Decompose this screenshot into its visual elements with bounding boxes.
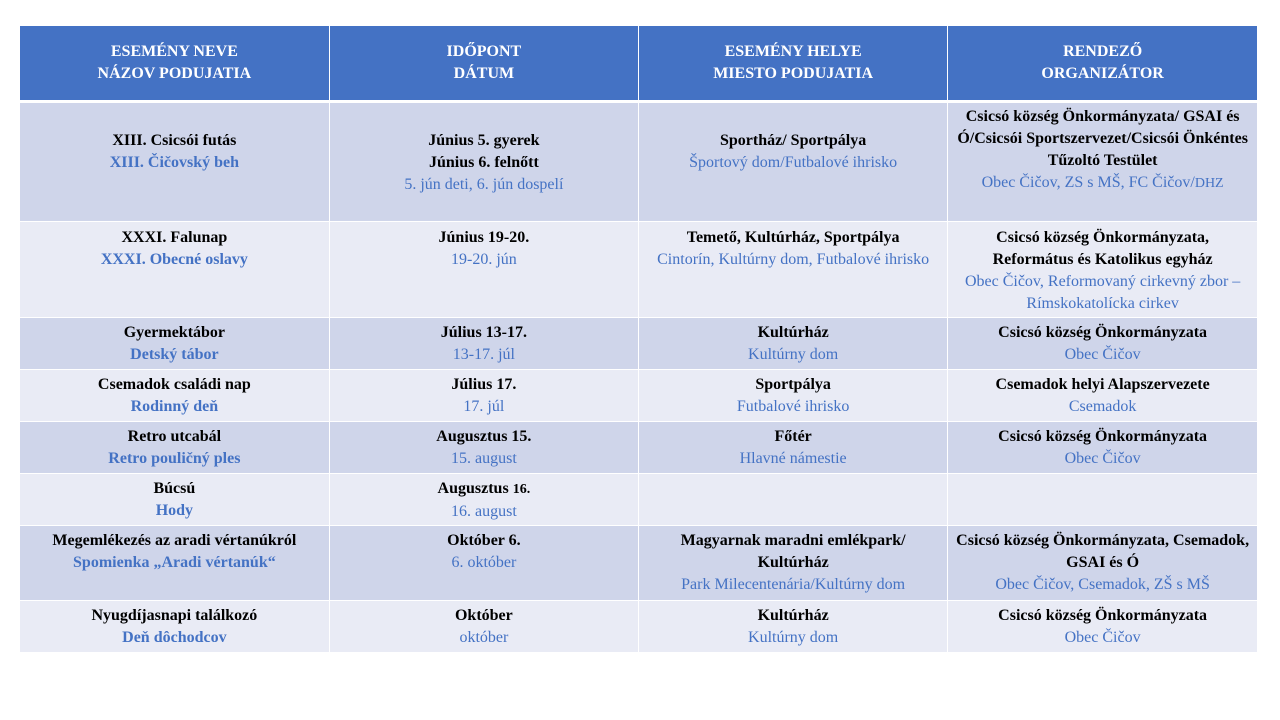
event-place-sk: Futbalové ihrisko xyxy=(736,398,850,415)
table-row xyxy=(20,601,1257,653)
event-name-cell xyxy=(20,370,329,422)
table-row xyxy=(20,526,1257,601)
event-organizer-sk: Csemadok xyxy=(1068,398,1137,415)
event-place-hu: Főtér xyxy=(774,428,812,445)
event-name-hu: Gyermektábor xyxy=(123,324,226,341)
event-organizer-cell xyxy=(948,474,1257,526)
event-name-cell xyxy=(20,474,329,526)
events-table xyxy=(20,26,1257,653)
event-date-sk: 15. august xyxy=(450,450,517,467)
header-hu: ESEMÉNY NEVE xyxy=(110,43,238,60)
event-date-cell xyxy=(329,318,638,370)
event-name-sk: XXXI. Obecné oslavy xyxy=(100,251,248,268)
event-name-cell xyxy=(20,318,329,370)
table-row xyxy=(20,222,1257,318)
event-organizer-hu: Csicsó község Önkormányzata xyxy=(998,428,1208,445)
event-place-sk: Hlavné námestie xyxy=(739,450,847,467)
event-date-sk: 13-17. júl xyxy=(452,346,515,363)
event-organizer-hu: Csicsó község Önkormányzata xyxy=(998,324,1208,341)
event-date-sk: október xyxy=(459,629,509,646)
event-organizer-sk: Obec Čičov xyxy=(1064,346,1141,363)
event-name-cell xyxy=(20,222,329,318)
event-name-sk: Deň dôchodcov xyxy=(122,629,227,646)
header-row xyxy=(20,26,1257,102)
event-organizer-sk: Obec Čičov xyxy=(1064,450,1141,467)
event-date-hu: Június 19-20. xyxy=(438,229,530,246)
event-date-cell xyxy=(329,222,638,318)
event-place-cell xyxy=(639,474,948,526)
event-organizer-hu: Csicsó község Önkormányzata, Református és Katolikus egyház xyxy=(992,229,1213,268)
event-date-hu: Június 6. felnőtt xyxy=(428,154,539,171)
header-sk: DÁTUM xyxy=(453,65,515,82)
event-date-hu: Október 6. xyxy=(447,532,521,549)
event-place-hu: Magyarnak maradni emlékpark/ Kultúrház xyxy=(680,532,906,571)
event-name-hu: XXXI. Falunap xyxy=(121,229,228,246)
table-row xyxy=(20,370,1257,422)
event-place-hu: Kultúrház xyxy=(757,324,829,341)
event-date-cell xyxy=(329,102,638,222)
date-hu-text: Augusztus xyxy=(437,480,513,497)
organizer-sk-small: DHZ xyxy=(1194,176,1224,191)
event-organizer-sk: Obec Čičov, Csemadok, ZŠ s MŠ xyxy=(995,576,1210,593)
event-date-cell xyxy=(329,601,638,653)
event-place-hu: Kultúrház xyxy=(757,607,829,624)
event-organizer-cell xyxy=(948,318,1257,370)
event-place-sk: Športový dom/Futbalové ihrisko xyxy=(689,154,898,171)
event-name-hu: XIII. Csicsói futás xyxy=(112,132,237,149)
event-name-hu: Megemlékezés az aradi vértanúkról xyxy=(52,532,297,549)
event-name-hu: Nyugdíjasnapi találkozó xyxy=(91,607,258,624)
event-place-cell xyxy=(639,526,948,601)
event-date-cell xyxy=(329,526,638,601)
event-date-hu xyxy=(336,478,632,501)
event-place-sk: Park Milecentenária/Kultúrny dom xyxy=(681,576,906,593)
header-sk: NÁZOV PODUJATIA xyxy=(97,65,252,82)
event-date-hu: Augusztus 15. xyxy=(436,428,532,445)
event-organizer-cell xyxy=(948,526,1257,601)
event-place-hu: Sportház/ Sportpálya xyxy=(720,132,867,149)
event-date-cell xyxy=(329,370,638,422)
event-name-cell xyxy=(20,601,329,653)
event-organizer-hu: Csicsó község Önkormányzata xyxy=(998,607,1208,624)
event-name-sk: Hody xyxy=(155,502,194,519)
event-name-cell xyxy=(20,102,329,222)
event-date-sk: 19-20. jún xyxy=(450,251,517,268)
event-place-cell xyxy=(639,422,948,474)
header-hu: RENDEZŐ xyxy=(1063,43,1143,60)
event-organizer-cell xyxy=(948,222,1257,318)
event-name-sk: Spomienka „Aradi vértanúk“ xyxy=(73,554,276,571)
event-place-sk: Cintorín, Kultúrny dom, Futbalové ihrisko xyxy=(657,251,930,268)
event-place-cell xyxy=(639,318,948,370)
event-date-cell xyxy=(329,474,638,526)
organizer-sk-text: Obec Čičov, ZS s MŠ, FC Čičov/ xyxy=(981,174,1195,191)
event-name-sk: Retro pouličný ples xyxy=(108,450,241,467)
event-organizer-cell xyxy=(948,601,1257,653)
event-name-cell xyxy=(20,422,329,474)
event-organizer-hu: Csicsó község Önkormányzata/ GSAI és Ó/Csicsói Sportszervezet/Csicsói Önkéntes Tűzoltó Testület xyxy=(957,108,1248,169)
table-row xyxy=(20,102,1257,222)
date-hu-small: 16. xyxy=(512,482,531,497)
header-event-name xyxy=(20,26,329,102)
event-name-hu: Retro utcabál xyxy=(127,428,222,445)
event-place-cell xyxy=(639,222,948,318)
header-sk: ORGANIZÁTOR xyxy=(1041,65,1164,82)
event-organizer-hu: Csicsó község Önkormányzata, Csemadok, GSAI és Ó xyxy=(956,532,1250,571)
event-date-sk: 17. júl xyxy=(463,398,505,415)
event-date-sk: 6. október xyxy=(451,554,517,571)
event-name-hu: Csemadok családi nap xyxy=(97,376,251,393)
event-place-hu: Sportpálya xyxy=(755,376,831,393)
event-date-hu: Június 5. gyerek xyxy=(428,132,540,149)
event-date-hu: Október xyxy=(454,607,513,624)
event-name-sk: XIII. Čičovský beh xyxy=(109,154,240,171)
event-date-sk: 5. jún deti, 6. jún dospelí xyxy=(404,176,564,193)
event-name-sk: Detský tábor xyxy=(130,346,219,363)
event-date-hu: Július 17. xyxy=(451,376,517,393)
event-organizer-cell xyxy=(948,370,1257,422)
event-place-cell xyxy=(639,601,948,653)
table-row xyxy=(20,318,1257,370)
table-row xyxy=(20,474,1257,526)
event-organizer-cell xyxy=(948,102,1257,222)
event-organizer-hu: Csemadok helyi Alapszervezete xyxy=(995,376,1210,393)
header-date xyxy=(329,26,638,102)
event-place-cell xyxy=(639,370,948,422)
header-hu: ESEMÉNY HELYE xyxy=(724,43,862,60)
header-sk: MIESTO PODUJATIA xyxy=(713,65,874,82)
table-row xyxy=(20,422,1257,474)
event-place-sk: Kultúrny dom xyxy=(748,629,839,646)
event-name-hu: Búcsú xyxy=(153,480,196,497)
event-date-hu: Július 13-17. xyxy=(440,324,527,341)
header-hu: IDŐPONT xyxy=(446,43,522,60)
event-organizer-sk: Obec Čičov, Reformovaný cirkevný zbor – Rímskokatolícka cirkev xyxy=(964,273,1241,312)
event-name-sk: Rodinný deň xyxy=(130,398,219,415)
event-place-sk: Kultúrny dom xyxy=(748,346,839,363)
header-place xyxy=(639,26,948,102)
event-date-cell xyxy=(329,422,638,474)
event-organizer-sk: Obec Čičov xyxy=(1064,629,1141,646)
event-organizer-sk xyxy=(954,172,1251,195)
header-organizer xyxy=(948,26,1257,102)
event-date-sk: 16. august xyxy=(450,503,517,520)
event-place-hu: Temető, Kultúrház, Sportpálya xyxy=(686,229,900,246)
event-organizer-cell xyxy=(948,422,1257,474)
event-name-cell xyxy=(20,526,329,601)
event-place-cell xyxy=(639,102,948,222)
